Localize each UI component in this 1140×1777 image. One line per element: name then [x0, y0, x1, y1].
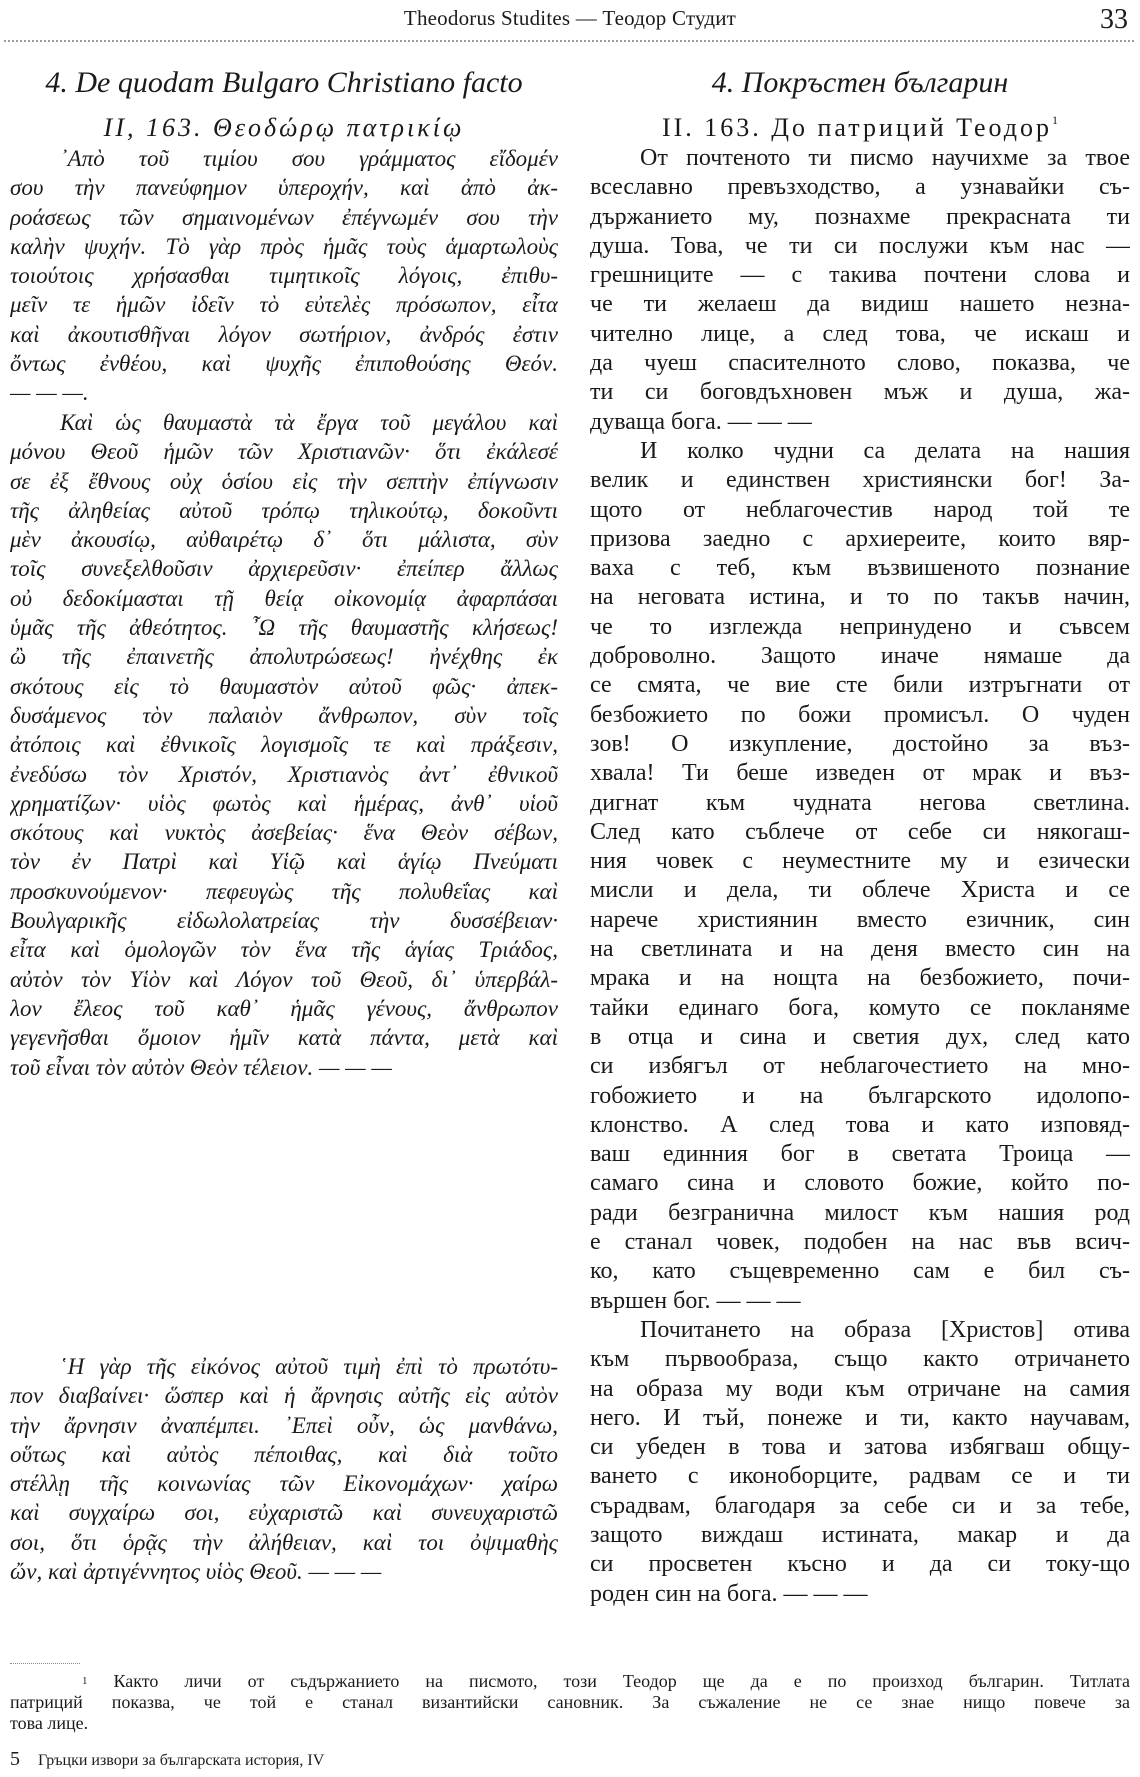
- signature-text: Гръцки извори за българската история, IV: [38, 1752, 325, 1769]
- text-line: е станал човек, подобен на нас във всич-: [590, 1229, 1130, 1256]
- text-line: μεῖν τε ἡμῶν ἰδεῖν τὸ εὐτελὲς πρόσωπον, εἶτα: [10, 292, 558, 318]
- text-line: σοι, ὅτι ὁρᾷς τὴν ἀλήθειαν, καὶ τοι ὀψιμαθὴς: [10, 1529, 558, 1555]
- text-line: ко, като същевременно сам е бил съ-: [590, 1258, 1130, 1285]
- text-line: велик и единствен християнски бог! За-: [590, 467, 1130, 494]
- text-line: сърадвам, благодаря за себе си и за тебе,: [590, 1492, 1130, 1519]
- text-line: σε ἐξ ἔθνους οὐχ ὁσίου εἰς τὴν σεπτὴν ἐπίγνωσιν: [10, 468, 558, 494]
- text-line: дуваща бога. — — —: [590, 408, 812, 435]
- signature-number: 5: [10, 1748, 20, 1770]
- text-line: οὐ δεδοκίμασται τῇ θείᾳ οἰκονομίᾳ ἀφαρπάσαι: [10, 585, 558, 611]
- text-line: клонство. А след това и като изповяд-: [590, 1111, 1130, 1138]
- text-line: μὲν ἀκουσίῳ, αὐθαιρέτῳ δ᾿ ὅτι μάλιστα, σὺν: [10, 527, 558, 553]
- text-line: че ти желаеш да видиш нашето незна-: [590, 291, 1130, 318]
- text-line: ния човек с неуместните му и езически: [590, 848, 1130, 875]
- text-line: τοιούτοις χρήσασθαι τιμητικοῖς λόγοις, ἐπιθυ-: [10, 263, 558, 289]
- text-line: ὄντως ἐνθέου, καὶ ψυχῆς ἐπιποθούσης Θεόν.: [10, 351, 558, 377]
- text-line: Καὶ ὡς θαυμαστὰ τὰ ἔργα τοῦ μεγάλου καὶ: [60, 410, 558, 435]
- text-line: вършен бог. — — —: [590, 1287, 801, 1314]
- footnote-rule: [10, 1663, 80, 1664]
- text-line: αὐτὸν τὸν Υἱὸν καὶ Λόγον τοῦ Θεοῦ, δι᾿ ὑπερβάλ-: [10, 966, 558, 992]
- text-line: ὢ τῆς ἐπαινετῆς ἀπολυτρώσεως! ἠνέχθης ἐκ: [10, 644, 558, 670]
- text-line: ради безгранична милост към нашия род: [590, 1199, 1130, 1226]
- text-line: си избягъл от неблагочестието на мно-: [590, 1053, 1130, 1080]
- text-line: εἶτα καὶ ὁμολογῶν τὸν ἕνα τῆς ἁγίας Τριάδος,: [10, 937, 558, 963]
- text-line: τοῦ εἶναι τὸν αὐτὸν Θεὸν τέλειον. — — —: [10, 1054, 392, 1080]
- text-line: τῆς ἀληθείας αὐτοῦ τρόπῳ τηλικούτῳ, δοκοῦντι: [10, 497, 558, 523]
- bulgarian-paragraph-1: [590, 144, 1130, 437]
- text-line: на образа му води към отричане на самия: [590, 1375, 1130, 1402]
- footnote-line: $^1$ Както личи от съдържанието на писмото, този Теодор ще да е по произход българин. Титлата: [82, 1671, 1130, 1691]
- text-line: σκότους καὶ νυκτὸς ἀσεβείας· ἕνα Θεὸν σέβων,: [10, 820, 558, 846]
- text-line: дигнат към чудната негова светлина.: [590, 789, 1130, 816]
- text-line: ването с иконоборците, радвам се и ти: [590, 1463, 1130, 1490]
- text-line: на светлината и на деня вместо син на: [590, 936, 1130, 963]
- text-line: на неговата истина, и то по такъв начин,: [590, 584, 1130, 611]
- text-line: χρηματίζων· υἱὸς φωτὸς καὶ ἡμέρας, ἀνθ᾿ υἱοῦ: [10, 790, 558, 816]
- text-line: роден син на бога. — — —: [590, 1580, 868, 1607]
- text-line: — — —.: [10, 380, 89, 406]
- bulgarian-paragraph-2: [590, 437, 1130, 1316]
- text-line: държанието му, познахме прекрасната ти: [590, 203, 1130, 230]
- text-line: ροάσεως τῶν σημαινομένων ἐπέγνωμέν σου τὴν: [10, 204, 558, 230]
- text-line: щото от неблагочестив народ той те: [590, 496, 1130, 523]
- text-line: οὕτως καὶ αὐτὸς πέποιθας, καὶ διὰ τοῦτο: [10, 1441, 558, 1467]
- text-line: зов! О изкупление, достойно за въз-: [590, 730, 1130, 757]
- running-title: Theodorus Studites — Теодор Студит: [403, 6, 737, 30]
- text-line: ти си боговдъхновен мъж и душа, жа-: [590, 379, 1130, 406]
- text-line: καὶ ἀκουτισθῆναι λόγον σωτήριον, ἀνδρός ἐστιν: [10, 321, 558, 347]
- text-line: че то изглежда непринудено и съвсем: [590, 613, 1130, 640]
- text-line: Βουλγαρικῆς εἰδωλολατρείας τὴν δυσσέβειαν·: [10, 908, 558, 934]
- text-line: προσκυνούμενον· πεφευγὼς τῆς πολυθεΐας καὶ: [10, 878, 558, 904]
- text-line: ваха с теб, към възвишеното познание: [590, 555, 1130, 582]
- text-line: гобожието и на българското идолопо-: [590, 1082, 1130, 1109]
- text-line: ваш единния бог в светата Троица —: [590, 1141, 1130, 1168]
- greek-paragraph-2: [10, 408, 558, 1082]
- text-line: И колко чудни са делата на нашия: [640, 438, 1130, 464]
- footnote: [10, 1671, 1130, 1734]
- header-rule: [4, 40, 1134, 42]
- text-line: доброволно. Защото иначе нямаше да: [590, 643, 1130, 670]
- text-line: към първообраза, също както отричането: [590, 1346, 1130, 1373]
- text-line: мрака и на нощта на безбожието, почи-: [590, 965, 1130, 992]
- text-line: τοῖς συνεξελθοῦσιν ἀρχιερεῦσιν· ἐπείπερ ἄλλως: [10, 556, 558, 582]
- text-line: да чуеш спасителното слово, показва, че: [590, 350, 1130, 377]
- text-line: λον ἔλεος τοῦ καθ᾿ ἡμᾶς γένους, ἄνθρωπον: [10, 995, 558, 1021]
- text-line: самаго сина и словото божие, който по-: [590, 1170, 1130, 1197]
- bulgarian-letter-title: [590, 113, 1130, 143]
- text-line: След като съблече от себе си някогаш-: [590, 818, 1130, 845]
- bulgarian-paragraph-3: [590, 1316, 1130, 1609]
- text-line: се смята, че вие сте били изтръгнати от: [590, 672, 1130, 699]
- text-line: καὶ συγχαίρω σοι, εὐχαριστῶ καὶ συνευχαριστῶ: [10, 1500, 558, 1526]
- footnote-line: това лице.: [10, 1713, 89, 1733]
- text-line: δυσάμενος τὸν παλαιὸν ἄνθρωπον, σὺν τοῖς: [10, 702, 558, 728]
- text-line: си просветен късно и да си току-що: [590, 1551, 1130, 1578]
- text-line: душа. Това, че ти си послужи към нас —: [590, 232, 1130, 259]
- page-number: 33: [1100, 4, 1128, 35]
- footnote-line: патриций показва, че той е станал византийски сановник. За съжаление не се знае нищо повече за: [10, 1692, 1130, 1712]
- footnote-reference[interactable]: 1: [1052, 113, 1059, 127]
- text-line: ᾿Απὸ τοῦ τιμίου σου γράμματος εἴδομέν: [60, 146, 558, 171]
- text-line: ἀτόποις καὶ ἐθνικοῖς λογισμοῖς τε καὶ πράξεσιν,: [10, 732, 558, 758]
- text-line: безбожието по божи промисъл. О чуден: [590, 701, 1130, 728]
- text-line: γεγενῆσθαι ὅμοιον ἡμῖν κατὰ πάντα, μετὰ καὶ: [10, 1025, 558, 1051]
- text-line: σου τὴν πανεύφημον ὑπεροχήν, καὶ ἀπὸ ἀκ-: [10, 175, 558, 201]
- text-line: μόνου Θεοῦ ἡμῶν τῶν Χριστιανῶν· ὅτι ἐκάλεσέ: [10, 439, 558, 465]
- footnote-marker: 1: [82, 1675, 88, 1687]
- greek-section-title: 4. De quodam Bulgaro Christiano facto: [45, 66, 523, 99]
- text-line: ὑμᾶς τῆς ἀθεότητος. ῏Ω τῆς θαυμαστῆς κλήσεως!: [10, 615, 558, 641]
- text-line: призова заедно с архиереите, които вяр-: [590, 525, 1130, 552]
- text-line: ἐνεδύσω τὸν Χριστόν, Χριστιανὸς ἀντ᾿ ἐθνικοῦ: [10, 761, 558, 787]
- text-line: грешниците — с такива почтени слова и: [590, 262, 1130, 289]
- text-line: тайки единаго бога, комуто се покланяме: [590, 994, 1130, 1021]
- text-line: От почтеното ти писмо научихме за твое: [640, 145, 1130, 171]
- bulgarian-section-title: 4. Покръстен българин: [711, 66, 1009, 99]
- greek-paragraph-3: [10, 1352, 558, 1586]
- text-line: τὸν ἐν Πατρὶ καὶ Υἱῷ καὶ ἁγίῳ Πνεύματι: [10, 849, 558, 875]
- printers-signature: [10, 1748, 324, 1771]
- text-line: защото виждаш истината, макар и да: [590, 1522, 1130, 1549]
- text-line: πον διαβαίνει· ὥσπερ καὶ ἡ ἄρνησις αὐτῆς εἰς αὐτὸν: [10, 1383, 558, 1409]
- running-head: [0, 4, 1140, 38]
- text-line: си убеден в това и затова избягваш общу-: [590, 1434, 1130, 1461]
- text-line: него. И тъй, понеже и ти, както научавам,: [590, 1404, 1130, 1431]
- greek-letter-title: II, 163. Θεοδώρῳ πατρικίῳ: [103, 113, 465, 142]
- text-line: чително лице, а след това, че искаш и: [590, 320, 1130, 347]
- text-line: τὴν ἄρνησιν ἀναπέμπει. ᾿Επεὶ οὖν, ὡς μανθάνω,: [10, 1412, 558, 1438]
- text-line: καλὴν ψυχήν. Τὸ γὰρ πρὸς ἡμᾶς τοὺς ἁμαρτωλοὺς: [10, 233, 558, 259]
- text-line: σκότους εἰς τὸ θαυμαστὸν αὐτοῦ φῶς· ἀπεκ-: [10, 673, 558, 699]
- text-line: в отца и сина и светия дух, след като: [590, 1023, 1130, 1050]
- text-line: ῾Η γὰρ τῆς εἰκόνος αὐτοῦ τιμὴ ἐπὶ τὸ πρωτότυ-: [60, 1354, 558, 1379]
- text-line: хвала! Ти беше изведен от мрак и въз-: [590, 760, 1130, 787]
- text-line: Почитането на образа [Христов] отива: [640, 1317, 1130, 1343]
- greek-paragraph-1: [10, 144, 558, 408]
- text-line: мисли и дела, ти облече Христа и се: [590, 877, 1130, 904]
- text-line: ὤν, καὶ ἀρτιγέννητος υἱὸς Θεοῦ. — — —: [10, 1559, 382, 1585]
- text-line: нарече християнин вместо езичник, син: [590, 906, 1130, 933]
- bulgarian-letter-ref: II. 163. До патриций Теодор: [661, 113, 1053, 142]
- text-line: στέλλῃ τῆς κοινωνίας τῶν Εἰκονομάχων· χαίρω: [10, 1471, 558, 1497]
- text-line: всеславно превъзходство, а узнавайки съ-: [590, 174, 1130, 201]
